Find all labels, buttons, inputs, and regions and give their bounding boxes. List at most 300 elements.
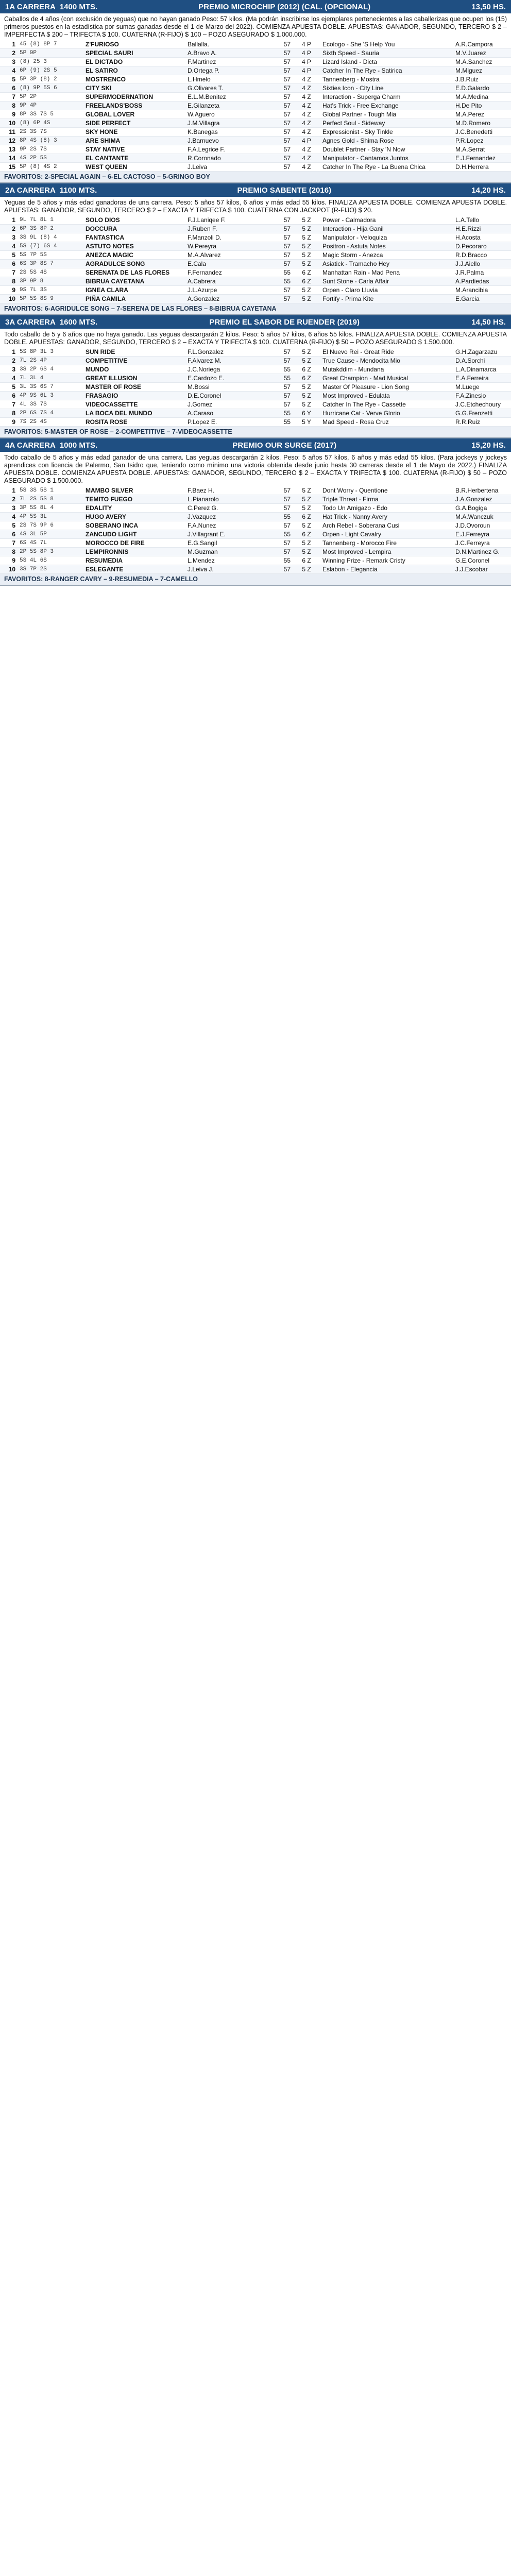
entry-form: (8) 9P 5S 6 (18, 84, 83, 93)
entry-trainer: M.A.Perez (453, 110, 511, 119)
entry-horse: SOLO DIOS (83, 216, 185, 225)
entry-trainer: M.A.Medina (453, 93, 511, 101)
entry-pedigree: Catcher In The Rye - La Buena Chica (320, 163, 453, 172)
entry-form: 7L 2S 5S 8 (18, 495, 83, 504)
entry-form: 6P 3S 8P 2 (18, 225, 83, 233)
entry-trainer: M.V.Juarez (453, 49, 511, 58)
entry-form: 3S 2P 6S 4 (18, 365, 83, 374)
entry-horse: SIDE PERFECT (83, 119, 185, 128)
table-row (0, 40, 511, 49)
entry-horse: ASTUTO NOTES (83, 242, 185, 251)
table-row (0, 286, 511, 295)
entry-pedigree: Hat's Trick - Free Exchange (320, 101, 453, 110)
entry-pedigree: Tannenberg - Mostra (320, 75, 453, 84)
entry-weight: 55 (262, 268, 293, 277)
table-row (0, 84, 511, 93)
race-section (0, 183, 511, 315)
entry-age: 6 Z (293, 268, 320, 277)
entry-pedigree: Magic Storm - Anezca (320, 251, 453, 260)
race-favorites: FAVORITOS: 8-RANGER CAVRY – 9-RESUMEDIA – 7-CAMELLO (0, 574, 511, 585)
table-row (0, 556, 511, 565)
entry-pedigree: El Nuevo Rei - Great Ride (320, 348, 453, 357)
entry-horse: MASTER OF ROSE (83, 383, 185, 392)
entry-form: 9L 7L 8L 1 (18, 216, 83, 225)
entry-pedigree: Perfect Soul - Sideway (320, 119, 453, 128)
entry-age: 5 Z (293, 295, 320, 303)
entry-age: 6 Z (293, 365, 320, 374)
entry-number: 10 (0, 295, 18, 303)
entry-number: 3 (0, 58, 18, 66)
entry-number: 3 (0, 365, 18, 374)
entry-pedigree: Sixth Speed - Sauria (320, 49, 453, 58)
entry-age: 4 Z (293, 84, 320, 93)
entry-horse: GLOBAL LOVER (83, 110, 185, 119)
entry-form: 3S 7P 2S (18, 565, 83, 574)
entry-jockey: J.Ruben F. (185, 225, 262, 233)
table-row (0, 565, 511, 574)
entry-weight: 57 (262, 392, 293, 400)
entry-number: 6 (0, 260, 18, 268)
entry-jockey: L.Mendez (185, 556, 262, 565)
table-row (0, 409, 511, 418)
entry-number: 10 (0, 119, 18, 128)
entry-horse: MOROCCO DE FIRE (83, 539, 185, 548)
entry-form: 2S 3S 7S (18, 128, 83, 137)
entry-age: 5 Z (293, 539, 320, 548)
entry-age: 5 Z (293, 286, 320, 295)
entry-age: 4 Z (293, 154, 320, 163)
table-row (0, 110, 511, 119)
entry-horse: MUNDO (83, 365, 185, 374)
entry-age: 5 Z (293, 242, 320, 251)
entry-horse: FANTASTICA (83, 233, 185, 242)
race-conditions: Yeguas de 5 años y más edad ganadoras de una carrera. Peso: 5 años 57 kilos, 6 años y más edad 55 kilos. FINALIZA APUESTA DOBLE. COMIENZA APUESTA DOBLE. APUESTAS: GANADOR, SEGUNDO, TERCERO $ 2 – EXACTA Y TRIFECTA $ 100. CUATERNA CON JACKPOT (R-FIJO) $ 20. (4, 199, 507, 214)
race-title: PREMIO SABENTE (2016) (237, 185, 332, 195)
entry-age: 4 Z (293, 101, 320, 110)
race-number: 2A CARRERA (5, 185, 56, 195)
entry-horse: SOBERANO INCA (83, 521, 185, 530)
entry-age: 5 Z (293, 260, 320, 268)
entry-form: 4P 9S 6L 3 (18, 392, 83, 400)
entry-form: 2P 6S 7S 4 (18, 409, 83, 418)
entry-horse: RESUMEDIA (83, 556, 185, 565)
entry-form: 7L 2S 4P (18, 357, 83, 365)
entry-jockey: J.Leiva J. (185, 565, 262, 574)
entry-number: 13 (0, 145, 18, 154)
entry-age: 4 P (293, 40, 320, 49)
entry-weight: 55 (262, 530, 293, 539)
entry-number: 4 (0, 374, 18, 383)
entry-weight: 55 (262, 365, 293, 374)
entry-age: 5 Z (293, 348, 320, 357)
table-row (0, 504, 511, 513)
race-section (0, 315, 511, 438)
entry-age: 5 Z (293, 486, 320, 495)
entry-number: 7 (0, 539, 18, 548)
entry-pedigree: Manipulator - Cantamos Juntos (320, 154, 453, 163)
table-row (0, 548, 511, 556)
entry-age: 6 Z (293, 556, 320, 565)
table-row (0, 260, 511, 268)
entry-number: 7 (0, 93, 18, 101)
entry-trainer: L.A.Dinamarca (453, 365, 511, 374)
race-title: PREMIO MICROCHIP (2012) (CAL. (OPCIONAL) (198, 2, 371, 11)
race-header (0, 0, 511, 13)
entry-pedigree: Doublet Partner - Stay 'N Now (320, 145, 453, 154)
entry-jockey: A.Bravo A. (185, 49, 262, 58)
entry-weight: 57 (262, 565, 293, 574)
entry-jockey: F.Martinez (185, 58, 262, 66)
table-row (0, 66, 511, 75)
entry-pedigree: Winning Prize - Remark Cristy (320, 556, 453, 565)
entry-number: 8 (0, 101, 18, 110)
entry-pedigree: Todo Un Amigazo - Edo (320, 504, 453, 513)
table-row (0, 49, 511, 58)
entry-horse: EDALITY (83, 504, 185, 513)
table-row (0, 400, 511, 409)
entry-number: 5 (0, 251, 18, 260)
entry-age: 5 Z (293, 233, 320, 242)
entry-weight: 57 (262, 40, 293, 49)
entry-form: 7S 2S 4S (18, 418, 83, 427)
race-distance: 1100 MTS. (59, 185, 97, 195)
entry-horse: DOCCURA (83, 225, 185, 233)
entry-jockey: F.Alvarez M. (185, 357, 262, 365)
entry-jockey: J.Barnuevo (185, 137, 262, 145)
entry-form: 5S 8P 3L 3 (18, 348, 83, 357)
entry-pedigree: Manipulator - Veloquiza (320, 233, 453, 242)
entry-number: 8 (0, 277, 18, 286)
entry-jockey: J.Villagrant E. (185, 530, 262, 539)
entry-number: 2 (0, 357, 18, 365)
entry-age: 4 Z (293, 128, 320, 137)
entry-form: 7L 3L 4 (18, 374, 83, 383)
race-time: 14,50 HS. (471, 317, 506, 327)
entry-weight: 57 (262, 145, 293, 154)
entry-number: 8 (0, 548, 18, 556)
race-header (0, 315, 511, 329)
race-number: 4A CARRERA (5, 440, 56, 450)
race-conditions: Todo caballo de 5 años y más edad ganador de una carrera. Las yeguas descargarán 2 kilos. Peso: 5 años 57 kilos, 6 años y más edad 55 kilos. (Para jockeys y jockeys aprendices con licencia de Palermo, San Isidro que, teniendo como mínimo una victoria obtenida desde junio hasta 30 carreras desde el 1 de Mayo de 2022.) FINALIZA APUESTA DOBLE. COMIENZA APUESTA DOBLE. APUESTAS: GANADOR, SEGUNDO, TERCERO $ 2 – EXACTA Y TRIFECTA $ 100. CUATERNA (R-FIJO) $ 50 – POZO ASEGURADO $ 1.500.000. (4, 454, 507, 484)
race-number: 1A CARRERA (5, 2, 56, 11)
entry-age: 5 Z (293, 251, 320, 260)
entry-form: 9P 2S 7S (18, 145, 83, 154)
entry-horse: ANEZCA MAGIC (83, 251, 185, 260)
entry-age: 4 P (293, 49, 320, 58)
entry-pedigree: Sunt Stone - Carla Affair (320, 277, 453, 286)
entry-age: 6 Z (293, 277, 320, 286)
race-section (0, 0, 511, 183)
entry-trainer: F.A.Zinesio (453, 392, 511, 400)
entry-trainer: H.Acosta (453, 233, 511, 242)
entry-horse: IGNEA CLARA (83, 286, 185, 295)
entry-trainer: A.Pardiedas (453, 277, 511, 286)
entry-age: 5 Z (293, 521, 320, 530)
entry-jockey: K.Banegas (185, 128, 262, 137)
entry-jockey: M.Bossi (185, 383, 262, 392)
table-row (0, 216, 511, 225)
entry-number: 1 (0, 40, 18, 49)
entry-trainer: D.N.Martinez G. (453, 548, 511, 556)
entry-trainer: H.E.Rizzi (453, 225, 511, 233)
entry-number: 10 (0, 565, 18, 574)
entry-horse: EL CANTANTE (83, 154, 185, 163)
race-favorites: FAVORITOS: 5-MASTER OF ROSE – 2-COMPETITIVE – 7-VIDEOCASSETTE (0, 427, 511, 437)
race-conditions: Caballos de 4 años (con exclusión de yeguas) que no hayan ganado Peso: 57 kilos. (Ma podrán inscribirse los ejemplares pertenecientes a las caballerizas que ocupen los (15) primeros puestos en la estadística por sumas ganadas desde el 1 de Marzo del 2022). COMIENZA APUESTA DOBLE. APUESTAS: GANADOR, SEGUNDO, TERCERO $ 2 – IMPERFECTA $ 200 – TRIFECTA $ 100. CUATERNA (R-FIJO) $ 100 – POZO ASEGURADO $ 1.000.000. (4, 15, 507, 38)
table-row (0, 101, 511, 110)
entry-jockey: J.Leiva (185, 163, 262, 172)
race-conditions: Todo caballo de 5 y 6 años que no haya ganado. Las yeguas descargarán 2 kilos. Peso: 5 años 57 kilos, 6 años 55 kilos. FINALIZA APUESTA DOBLE. COMIENZA APUESTA DOBLE. APUESTAS: GANADOR, SEGUNDO, TERCERO $ 2 – EXACTA Y TRIFECTA $ 100. CUATERNA (R-FIJO) $ 50 – POZO ASEGURADO $ 1.500.000. (4, 331, 507, 346)
race-distance: 1600 MTS. (59, 317, 98, 327)
entry-pedigree: Great Champion - Mad Musical (320, 374, 453, 383)
entries-table (0, 348, 511, 427)
entry-number: 3 (0, 233, 18, 242)
entry-horse: LA BOCA DEL MUNDO (83, 409, 185, 418)
entry-pedigree: Eslabon - Elegancia (320, 565, 453, 574)
entry-horse: MOSTRENCO (83, 75, 185, 84)
entry-jockey: E.G.Sangil (185, 539, 262, 548)
entry-number: 5 (0, 521, 18, 530)
entry-age: 4 Z (293, 163, 320, 172)
entry-horse: SKY HONE (83, 128, 185, 137)
entry-form: 3S 9L (8) 4 (18, 233, 83, 242)
entry-age: 4 Z (293, 119, 320, 128)
entry-weight: 57 (262, 251, 293, 260)
entry-weight: 57 (262, 295, 293, 303)
entry-jockey: R.Coronado (185, 154, 262, 163)
entry-weight: 57 (262, 137, 293, 145)
entry-age: 4 P (293, 137, 320, 145)
entry-horse: SUPERMODERNATION (83, 93, 185, 101)
entry-trainer: J.C.Etchechoury (453, 400, 511, 409)
race-distance: 1000 MTS. (59, 440, 98, 450)
entry-pedigree: Interaction - Superga Charm (320, 93, 453, 101)
table-row (0, 251, 511, 260)
entry-jockey: M.Guzman (185, 548, 262, 556)
entry-form: 4L 3S 7S (18, 400, 83, 409)
entry-trainer: H.De Pito (453, 101, 511, 110)
entry-form: 2P 5S 8P 3 (18, 548, 83, 556)
entry-weight: 55 (262, 513, 293, 521)
entry-trainer: E.A.Ferreira (453, 374, 511, 383)
entry-trainer: J.D.Ovoroun (453, 521, 511, 530)
entry-jockey: J.Gomez (185, 400, 262, 409)
entry-pedigree: Orpen - Light Cavalry (320, 530, 453, 539)
entry-weight: 57 (262, 242, 293, 251)
entry-age: 4 P (293, 58, 320, 66)
entry-pedigree: Agnes Gold - Shima Rose (320, 137, 453, 145)
entry-weight: 55 (262, 556, 293, 565)
entry-age: 5 Z (293, 225, 320, 233)
entry-trainer: E.J.Ferreyra (453, 530, 511, 539)
entry-pedigree: Catcher In The Rye - Cassette (320, 400, 453, 409)
entry-age: 5 Z (293, 357, 320, 365)
entry-jockey: A.Gonzalez (185, 295, 262, 303)
entry-age: 5 Z (293, 216, 320, 225)
entry-trainer: J.J.Aiello (453, 260, 511, 268)
entry-age: 5 Z (293, 504, 320, 513)
race-title: PREMIO EL SABOR DE RUENDER (2019) (209, 317, 360, 327)
entries-table (0, 486, 511, 574)
entry-horse: Z'FURIOSO (83, 40, 185, 49)
entry-jockey: J.M.Villagra (185, 119, 262, 128)
entry-form: 4S 2P 5S (18, 154, 83, 163)
table-row (0, 58, 511, 66)
entry-trainer: G.A.Bogiga (453, 504, 511, 513)
table-row (0, 374, 511, 383)
entry-horse: GREAT ILLUSION (83, 374, 185, 383)
entry-number: 4 (0, 66, 18, 75)
entry-form: 45 (8) 8P 7 (18, 40, 83, 49)
entry-horse: EL SATIRO (83, 66, 185, 75)
entry-jockey: P.Lopez E. (185, 418, 262, 427)
entry-horse: HUGO AVERY (83, 513, 185, 521)
entry-weight: 57 (262, 548, 293, 556)
entry-weight: 57 (262, 233, 293, 242)
entry-horse: COMPETITIVE (83, 357, 185, 365)
entry-number: 6 (0, 530, 18, 539)
entry-form: 9S 7L 3S (18, 286, 83, 295)
entry-number: 4 (0, 513, 18, 521)
entry-number: 1 (0, 486, 18, 495)
table-row (0, 163, 511, 172)
entry-jockey: F.A.Legrice F. (185, 145, 262, 154)
entry-pedigree: Global Partner - Tough Mia (320, 110, 453, 119)
entry-trainer: M.Arancibia (453, 286, 511, 295)
entry-form: 6S 4S 7L (18, 539, 83, 548)
entry-form: 5S 3S 5S 1 (18, 486, 83, 495)
entry-age: 5 Z (293, 400, 320, 409)
entry-pedigree: Most Improved - Edulata (320, 392, 453, 400)
entry-trainer: J.J.Escobar (453, 565, 511, 574)
entry-weight: 57 (262, 486, 293, 495)
entry-weight: 55 (262, 409, 293, 418)
entry-number: 15 (0, 163, 18, 172)
entry-number: 1 (0, 348, 18, 357)
entry-trainer: J.A.Gonzalez (453, 495, 511, 504)
race-section (0, 438, 511, 586)
entry-weight: 57 (262, 119, 293, 128)
entry-trainer: R.D.Bracco (453, 251, 511, 260)
entry-weight: 57 (262, 383, 293, 392)
entry-horse: PIÑA CAMILA (83, 295, 185, 303)
entry-pedigree: Catcher In The Rye - Satirica (320, 66, 453, 75)
entry-jockey: E.L.M.Benitez (185, 93, 262, 101)
entry-jockey: W.Aguero (185, 110, 262, 119)
entry-trainer: D.Pecoraro (453, 242, 511, 251)
entry-horse: LEMPIRONNIS (83, 548, 185, 556)
entry-horse: SUN RIDE (83, 348, 185, 357)
entry-age: 4 Z (293, 93, 320, 101)
entry-jockey: D.Ortega P. (185, 66, 262, 75)
table-row (0, 145, 511, 154)
entry-pedigree: Hurricane Cat - Verve Glorio (320, 409, 453, 418)
entry-jockey: M.A.Alvarez (185, 251, 262, 260)
entry-jockey: Ballalla. (185, 40, 262, 49)
entry-horse: ROSITA ROSE (83, 418, 185, 427)
entry-form: 5S (7) 6S 4 (18, 242, 83, 251)
entry-weight: 57 (262, 84, 293, 93)
entry-trainer: B.R.Herbertena (453, 486, 511, 495)
entry-trainer: D.H.Herrera (453, 163, 511, 172)
entry-trainer: G.E.Coronel (453, 556, 511, 565)
entry-weight: 57 (262, 163, 293, 172)
entry-age: 6 Z (293, 374, 320, 383)
entry-pedigree: Manhattan Rain - Mad Pena (320, 268, 453, 277)
table-row (0, 513, 511, 521)
entry-form: 2S 5S 4S (18, 268, 83, 277)
entry-weight: 55 (262, 374, 293, 383)
entry-trainer: J.R.Palma (453, 268, 511, 277)
race-header (0, 183, 511, 197)
entry-weight: 57 (262, 101, 293, 110)
entry-form: 5P (8) 4S 2 (18, 163, 83, 172)
entries-table (0, 40, 511, 172)
entry-pedigree: Lizard Island - Dicta (320, 58, 453, 66)
entry-trainer: M.A.Wanczuk (453, 513, 511, 521)
entry-weight: 55 (262, 277, 293, 286)
entry-trainer: M.A.Sanchez (453, 58, 511, 66)
race-time: 14,20 HS. (471, 185, 506, 195)
entry-jockey: F.Fernandez (185, 268, 262, 277)
entry-form: 5P 9P (18, 49, 83, 58)
entry-pedigree: Mad Speed - Rosa Cruz (320, 418, 453, 427)
entry-horse: WEST QUEEN (83, 163, 185, 172)
entry-trainer: M.Miguez (453, 66, 511, 75)
entry-weight: 57 (262, 286, 293, 295)
table-row (0, 233, 511, 242)
entry-horse: MAMBO SILVER (83, 486, 185, 495)
table-row (0, 75, 511, 84)
entry-jockey: A.Cabrera (185, 277, 262, 286)
entry-age: 6 Y (293, 409, 320, 418)
entry-number: 3 (0, 504, 18, 513)
table-row (0, 225, 511, 233)
entry-trainer: G.G.Frenzetti (453, 409, 511, 418)
entry-horse: BIBRUA CAYETANA (83, 277, 185, 286)
entry-form: 5P 2P (18, 93, 83, 101)
entry-number: 9 (0, 286, 18, 295)
entry-pedigree: Positron - Astuta Notes (320, 242, 453, 251)
entry-number: 12 (0, 137, 18, 145)
entry-form: 5P 5S 8S 9 (18, 295, 83, 303)
race-title: PREMIO OUR SURGE (2017) (232, 440, 337, 450)
entry-weight: 57 (262, 348, 293, 357)
entry-weight: 57 (262, 75, 293, 84)
entry-form: 5S 4L 6S (18, 556, 83, 565)
entry-jockey: E.Cardozo E. (185, 374, 262, 383)
entry-form: 4P 5S 3L (18, 513, 83, 521)
entry-number: 5 (0, 383, 18, 392)
entry-number: 11 (0, 128, 18, 137)
entry-number: 14 (0, 154, 18, 163)
table-row (0, 495, 511, 504)
table-row (0, 392, 511, 400)
table-row (0, 242, 511, 251)
entry-form: 8P 3S 7S 5 (18, 110, 83, 119)
race-time: 15,20 HS. (471, 440, 506, 450)
entry-pedigree: Tannenberg - Morocco Fire (320, 539, 453, 548)
entry-weight: 57 (262, 49, 293, 58)
entry-horse: FRASAGIO (83, 392, 185, 400)
table-row (0, 357, 511, 365)
entry-number: 1 (0, 216, 18, 225)
entries-table (0, 216, 511, 303)
entry-pedigree: True Cause - Mendocita Mio (320, 357, 453, 365)
entry-trainer: J.B.Ruiz (453, 75, 511, 84)
table-row (0, 521, 511, 530)
entry-age: 5 Z (293, 565, 320, 574)
